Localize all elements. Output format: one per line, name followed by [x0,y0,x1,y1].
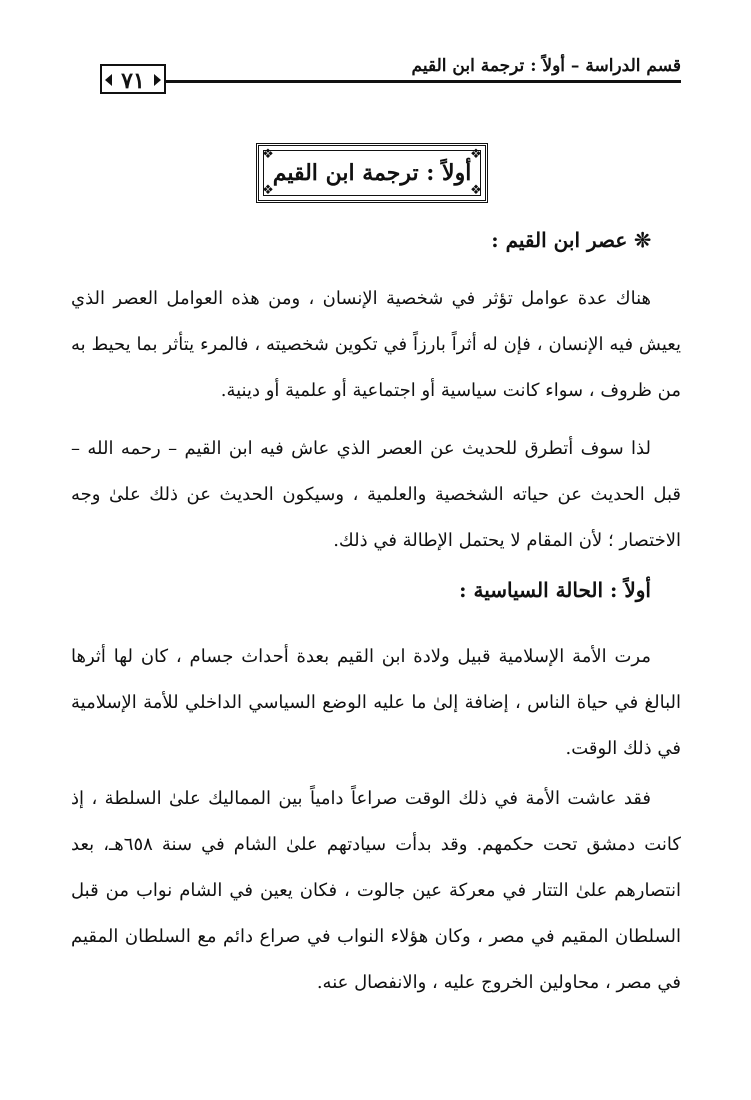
section-title-frame [256,143,488,203]
section-title: أولاً : ترجمة ابن القيم [272,160,472,186]
header-rule [120,80,681,83]
paragraph-3: مرت الأمة الإسلامية قبيل ولادة ابن القيم بعدة أحداث جسام ، كان لها أثرها البالغ في حياة الناس ، إضافة إلىٰ ما عليه الوضع السياسي الداخلي للأمة الإسلامية في ذلك الوقت. [71,646,681,759]
page-number-text: ٧١ [121,68,145,94]
subheading-era: ❊ عصر ابن القيم : [491,228,651,252]
header-title: قسم الدراسة – أولاً : ترجمة ابن القيم [411,56,681,76]
ornament-corner-icon: ❖ [262,147,274,162]
ornament-corner-icon: ❖ [470,183,482,198]
ornament-corner-icon: ❖ [262,183,274,198]
running-header [100,52,681,92]
subheading-political: أولاً : الحالة السياسية : [459,578,651,602]
paragraph-2: لذا سوف أتطرق للحديث عن العصر الذي عاش فيه ابن القيم – رحمه الله – قبل الحديث عن حياته الشخصية والعلمية ، وسيكون الحديث عن ذلك علىٰ وجه الاختصار ؛ لأن المقام لا يحتمل الإطالة في ذلك. [71,438,681,551]
paragraph-4: فقد عاشت الأمة في ذلك الوقت صراعاً دامياً بين المماليك علىٰ السلطة ، إذ كانت دمشق تحت حكمهم. وقد بدأت سيادتهم علىٰ الشام في سنة ٦٥٨هـ، بعد انتصارهم علىٰ التتار في معركة عين جالوت ، فكان يعين في الشام نواب من قبل السلطان المقيم في مصر ، وكان هؤلاء النواب في صراع دائم مع السلطان المقيم في مصر ، محاولين الخروج عليه ، والانفصال عنه. [71,788,681,993]
page-number [100,64,166,94]
ornament-corner-icon: ❖ [470,147,482,162]
paragraph-1: هناك عدة عوامل تؤثر في شخصية الإنسان ، ومن هذه العوامل العصر الذي يعيش فيه الإنسان ، فإن له أثراً بارزاً في تكوين شخصيته ، فالمرء يتأثر بما يحيط به من ظروف ، سواء كانت سياسية أو اجتماعية أو علمية أو دينية. [71,288,681,401]
